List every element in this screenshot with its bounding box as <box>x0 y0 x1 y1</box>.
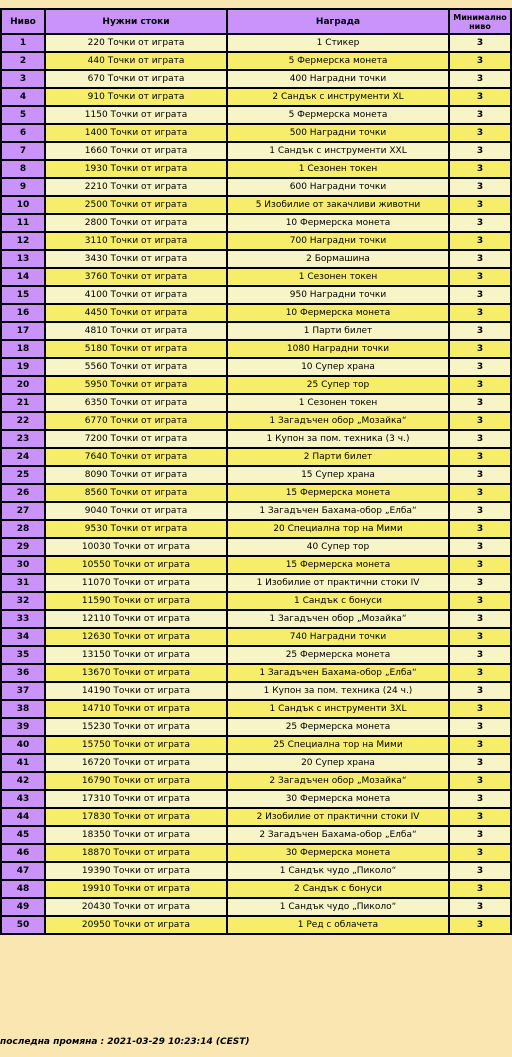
reward-cell: 1 Купон за пом. техника (3 ч.) <box>227 430 449 448</box>
table-row <box>1 628 511 646</box>
level-cell: 26 <box>1 484 45 502</box>
goods-cell: 16790 Точки от играта <box>45 772 227 790</box>
level-cell: 33 <box>1 610 45 628</box>
table-row <box>1 286 511 304</box>
reward-cell: 2 Загадъчен обор „Мозайка“ <box>227 772 449 790</box>
table-row <box>1 340 511 358</box>
reward-cell: 10 Фермерска монета <box>227 214 449 232</box>
goods-cell: 2210 Точки от играта <box>45 178 227 196</box>
min-level-cell: 3 <box>449 178 511 196</box>
table-row <box>1 430 511 448</box>
reward-cell: 740 Наградни точки <box>227 628 449 646</box>
reward-cell: 2 Изобилие от практични стоки IV <box>227 808 449 826</box>
reward-cell: 1 Сезонен токен <box>227 160 449 178</box>
table-row <box>1 466 511 484</box>
min-level-cell: 3 <box>449 448 511 466</box>
min-level-cell: 3 <box>449 610 511 628</box>
table-row <box>1 664 511 682</box>
min-level-cell: 3 <box>449 286 511 304</box>
level-cell: 23 <box>1 430 45 448</box>
goods-cell: 13670 Точки от играта <box>45 664 227 682</box>
level-cell: 14 <box>1 268 45 286</box>
reward-cell: 40 Супер тор <box>227 538 449 556</box>
level-cell: 19 <box>1 358 45 376</box>
reward-cell: 20 Специална тор на Мими <box>227 520 449 538</box>
min-level-cell: 3 <box>449 736 511 754</box>
reward-cell: 1 Сезонен токен <box>227 268 449 286</box>
reward-cell: 600 Наградни точки <box>227 178 449 196</box>
level-cell: 41 <box>1 754 45 772</box>
table-row <box>1 790 511 808</box>
goods-cell: 12110 Точки от играта <box>45 610 227 628</box>
level-cell: 32 <box>1 592 45 610</box>
goods-cell: 15230 Точки от играта <box>45 718 227 736</box>
header-min-level: Минимално ниво <box>449 9 511 34</box>
reward-cell: 2 Бормашина <box>227 250 449 268</box>
last-modified-footer: последна промяна : 2021-03-29 10:23:14 (CEST) <box>0 1037 250 1047</box>
level-cell: 5 <box>1 106 45 124</box>
min-level-cell: 3 <box>449 502 511 520</box>
goods-cell: 7640 Точки от играта <box>45 448 227 466</box>
min-level-cell: 3 <box>449 808 511 826</box>
level-cell: 3 <box>1 70 45 88</box>
level-cell: 45 <box>1 826 45 844</box>
min-level-cell: 3 <box>449 232 511 250</box>
table-row <box>1 376 511 394</box>
goods-cell: 16720 Точки от играта <box>45 754 227 772</box>
level-cell: 30 <box>1 556 45 574</box>
level-cell: 50 <box>1 916 45 934</box>
table-row <box>1 304 511 322</box>
goods-cell: 12630 Точки от играта <box>45 628 227 646</box>
table-row <box>1 178 511 196</box>
goods-cell: 5560 Точки от играта <box>45 358 227 376</box>
level-cell: 46 <box>1 844 45 862</box>
level-cell: 4 <box>1 88 45 106</box>
reward-cell: 1 Загадъчен Бахама-обор „Елба“ <box>227 664 449 682</box>
goods-cell: 440 Точки от играта <box>45 52 227 70</box>
goods-cell: 4450 Точки от играта <box>45 304 227 322</box>
min-level-cell: 3 <box>449 916 511 934</box>
min-level-cell: 3 <box>449 862 511 880</box>
level-cell: 8 <box>1 160 45 178</box>
reward-cell: 1 Стикер <box>227 34 449 52</box>
table-row <box>1 160 511 178</box>
goods-cell: 3430 Точки от играта <box>45 250 227 268</box>
min-level-cell: 3 <box>449 250 511 268</box>
reward-cell: 1 Сандък чудо „Пиколо“ <box>227 862 449 880</box>
header-level: Ниво <box>1 9 45 34</box>
min-level-cell: 3 <box>449 538 511 556</box>
reward-cell: 2 Сандък с инструменти XL <box>227 88 449 106</box>
min-level-cell: 3 <box>449 880 511 898</box>
level-cell: 43 <box>1 790 45 808</box>
min-level-cell: 3 <box>449 376 511 394</box>
level-cell: 7 <box>1 142 45 160</box>
table-row <box>1 124 511 142</box>
table-row <box>1 358 511 376</box>
min-level-cell: 3 <box>449 628 511 646</box>
rewards-table <box>0 8 512 935</box>
level-cell: 1 <box>1 34 45 52</box>
min-level-cell: 3 <box>449 574 511 592</box>
level-cell: 15 <box>1 286 45 304</box>
goods-cell: 11590 Точки от играта <box>45 592 227 610</box>
table-row <box>1 142 511 160</box>
reward-cell: 1 Сандък с инструменти 3XL <box>227 700 449 718</box>
level-cell: 21 <box>1 394 45 412</box>
level-cell: 13 <box>1 250 45 268</box>
level-cell: 6 <box>1 124 45 142</box>
table-row <box>1 70 511 88</box>
table-row <box>1 610 511 628</box>
table-row <box>1 718 511 736</box>
table-row <box>1 538 511 556</box>
reward-cell: 20 Супер храна <box>227 754 449 772</box>
level-cell: 25 <box>1 466 45 484</box>
min-level-cell: 3 <box>449 520 511 538</box>
table-row <box>1 880 511 898</box>
level-cell: 38 <box>1 700 45 718</box>
goods-cell: 17830 Точки от играта <box>45 808 227 826</box>
reward-cell: 25 Фермерска монета <box>227 718 449 736</box>
table-row <box>1 214 511 232</box>
min-level-cell: 3 <box>449 682 511 700</box>
table-row <box>1 394 511 412</box>
goods-cell: 8090 Точки от играта <box>45 466 227 484</box>
goods-cell: 1400 Точки от играта <box>45 124 227 142</box>
level-cell: 17 <box>1 322 45 340</box>
rewards-table-container <box>0 8 510 935</box>
table-row <box>1 682 511 700</box>
reward-cell: 5 Фермерска монета <box>227 106 449 124</box>
table-row <box>1 232 511 250</box>
table-row <box>1 268 511 286</box>
min-level-cell: 3 <box>449 196 511 214</box>
level-cell: 39 <box>1 718 45 736</box>
level-cell: 44 <box>1 808 45 826</box>
level-cell: 10 <box>1 196 45 214</box>
min-level-cell: 3 <box>449 160 511 178</box>
table-header-row <box>1 9 511 34</box>
table-row <box>1 736 511 754</box>
goods-cell: 2800 Точки от играта <box>45 214 227 232</box>
level-cell: 29 <box>1 538 45 556</box>
reward-cell: 2 Сандък с бонуси <box>227 880 449 898</box>
reward-cell: 1 Изобилие от практични стоки IV <box>227 574 449 592</box>
goods-cell: 3760 Точки от играта <box>45 268 227 286</box>
level-cell: 48 <box>1 880 45 898</box>
table-row <box>1 574 511 592</box>
level-cell: 24 <box>1 448 45 466</box>
reward-cell: 1080 Наградни точки <box>227 340 449 358</box>
table-body <box>1 34 511 934</box>
goods-cell: 18350 Точки от играта <box>45 826 227 844</box>
min-level-cell: 3 <box>449 556 511 574</box>
level-cell: 12 <box>1 232 45 250</box>
level-cell: 35 <box>1 646 45 664</box>
min-level-cell: 3 <box>449 322 511 340</box>
goods-cell: 19910 Точки от играта <box>45 880 227 898</box>
level-cell: 40 <box>1 736 45 754</box>
goods-cell: 220 Точки от играта <box>45 34 227 52</box>
reward-cell: 25 Фермерска монета <box>227 646 449 664</box>
reward-cell: 15 Супер храна <box>227 466 449 484</box>
min-level-cell: 3 <box>449 646 511 664</box>
reward-cell: 25 Специална тор на Мими <box>227 736 449 754</box>
reward-cell: 1 Сандък с бонуси <box>227 592 449 610</box>
min-level-cell: 3 <box>449 268 511 286</box>
min-level-cell: 3 <box>449 142 511 160</box>
goods-cell: 15750 Точки от играта <box>45 736 227 754</box>
min-level-cell: 3 <box>449 664 511 682</box>
goods-cell: 2500 Точки от играта <box>45 196 227 214</box>
reward-cell: 2 Загадъчен Бахама-обор „Елба“ <box>227 826 449 844</box>
reward-cell: 15 Фермерска монета <box>227 484 449 502</box>
table-row <box>1 88 511 106</box>
table-row <box>1 502 511 520</box>
table-row <box>1 520 511 538</box>
min-level-cell: 3 <box>449 718 511 736</box>
level-cell: 2 <box>1 52 45 70</box>
goods-cell: 19390 Точки от играта <box>45 862 227 880</box>
min-level-cell: 3 <box>449 214 511 232</box>
level-cell: 34 <box>1 628 45 646</box>
goods-cell: 1930 Точки от играта <box>45 160 227 178</box>
level-cell: 20 <box>1 376 45 394</box>
goods-cell: 7200 Точки от играта <box>45 430 227 448</box>
reward-cell: 700 Наградни точки <box>227 232 449 250</box>
header-reward: Награда <box>227 9 449 34</box>
table-row <box>1 808 511 826</box>
reward-cell: 25 Супер тор <box>227 376 449 394</box>
reward-cell: 950 Наградни точки <box>227 286 449 304</box>
reward-cell: 1 Сезонен токен <box>227 394 449 412</box>
table-row <box>1 106 511 124</box>
reward-cell: 1 Парти билет <box>227 322 449 340</box>
min-level-cell: 3 <box>449 790 511 808</box>
min-level-cell: 3 <box>449 754 511 772</box>
goods-cell: 3110 Точки от играта <box>45 232 227 250</box>
level-cell: 31 <box>1 574 45 592</box>
reward-cell: 5 Изобилие от закачливи животни <box>227 196 449 214</box>
goods-cell: 20950 Точки от играта <box>45 916 227 934</box>
table-row <box>1 412 511 430</box>
table-row <box>1 898 511 916</box>
goods-cell: 6770 Точки от играта <box>45 412 227 430</box>
goods-cell: 6350 Точки от играта <box>45 394 227 412</box>
level-cell: 11 <box>1 214 45 232</box>
min-level-cell: 3 <box>449 592 511 610</box>
level-cell: 47 <box>1 862 45 880</box>
table-row <box>1 556 511 574</box>
reward-cell: 30 Фермерска монета <box>227 790 449 808</box>
goods-cell: 4810 Точки от играта <box>45 322 227 340</box>
table-row <box>1 862 511 880</box>
min-level-cell: 3 <box>449 88 511 106</box>
level-cell: 22 <box>1 412 45 430</box>
reward-cell: 1 Загадъчен обор „Мозайка“ <box>227 412 449 430</box>
goods-cell: 910 Точки от играта <box>45 88 227 106</box>
min-level-cell: 3 <box>449 52 511 70</box>
table-row <box>1 196 511 214</box>
reward-cell: 400 Наградни точки <box>227 70 449 88</box>
reward-cell: 10 Фермерска монета <box>227 304 449 322</box>
min-level-cell: 3 <box>449 34 511 52</box>
min-level-cell: 3 <box>449 826 511 844</box>
goods-cell: 10030 Точки от играта <box>45 538 227 556</box>
min-level-cell: 3 <box>449 358 511 376</box>
goods-cell: 670 Точки от играта <box>45 70 227 88</box>
table-row <box>1 52 511 70</box>
min-level-cell: 3 <box>449 124 511 142</box>
reward-cell: 1 Ред с облачета <box>227 916 449 934</box>
reward-cell: 15 Фермерска монета <box>227 556 449 574</box>
reward-cell: 1 Загадъчен обор „Мозайка“ <box>227 610 449 628</box>
goods-cell: 17310 Точки от играта <box>45 790 227 808</box>
level-cell: 49 <box>1 898 45 916</box>
goods-cell: 1660 Точки от играта <box>45 142 227 160</box>
min-level-cell: 3 <box>449 304 511 322</box>
table-row <box>1 34 511 52</box>
table-row <box>1 484 511 502</box>
table-row <box>1 646 511 664</box>
table-row <box>1 322 511 340</box>
min-level-cell: 3 <box>449 430 511 448</box>
reward-cell: 1 Сандък чудо „Пиколо“ <box>227 898 449 916</box>
level-cell: 28 <box>1 520 45 538</box>
reward-cell: 10 Супер храна <box>227 358 449 376</box>
table-row <box>1 916 511 934</box>
reward-cell: 30 Фермерска монета <box>227 844 449 862</box>
goods-cell: 1150 Точки от играта <box>45 106 227 124</box>
table-row <box>1 592 511 610</box>
goods-cell: 14710 Точки от играта <box>45 700 227 718</box>
goods-cell: 10550 Точки от играта <box>45 556 227 574</box>
reward-cell: 1 Сандък с инструменти XXL <box>227 142 449 160</box>
goods-cell: 14190 Точки от играта <box>45 682 227 700</box>
reward-cell: 5 Фермерска монета <box>227 52 449 70</box>
level-cell: 36 <box>1 664 45 682</box>
table-row <box>1 448 511 466</box>
reward-cell: 2 Парти билет <box>227 448 449 466</box>
reward-cell: 1 Купон за пом. техника (24 ч.) <box>227 682 449 700</box>
goods-cell: 18870 Точки от играта <box>45 844 227 862</box>
reward-cell: 500 Наградни точки <box>227 124 449 142</box>
header-goods: Нужни стоки <box>45 9 227 34</box>
min-level-cell: 3 <box>449 394 511 412</box>
table-row <box>1 826 511 844</box>
table-row <box>1 772 511 790</box>
goods-cell: 9040 Точки от играта <box>45 502 227 520</box>
goods-cell: 5180 Точки от играта <box>45 340 227 358</box>
min-level-cell: 3 <box>449 70 511 88</box>
level-cell: 42 <box>1 772 45 790</box>
min-level-cell: 3 <box>449 106 511 124</box>
level-cell: 18 <box>1 340 45 358</box>
min-level-cell: 3 <box>449 340 511 358</box>
min-level-cell: 3 <box>449 898 511 916</box>
min-level-cell: 3 <box>449 700 511 718</box>
min-level-cell: 3 <box>449 412 511 430</box>
table-row <box>1 754 511 772</box>
table-row <box>1 844 511 862</box>
goods-cell: 5950 Точки от играта <box>45 376 227 394</box>
min-level-cell: 3 <box>449 484 511 502</box>
goods-cell: 11070 Точки от играта <box>45 574 227 592</box>
level-cell: 16 <box>1 304 45 322</box>
level-cell: 37 <box>1 682 45 700</box>
goods-cell: 13150 Точки от играта <box>45 646 227 664</box>
table-row <box>1 250 511 268</box>
goods-cell: 8560 Точки от играта <box>45 484 227 502</box>
table-row <box>1 700 511 718</box>
goods-cell: 20430 Точки от играта <box>45 898 227 916</box>
reward-cell: 1 Загадъчен Бахама-обор „Елба“ <box>227 502 449 520</box>
level-cell: 27 <box>1 502 45 520</box>
min-level-cell: 3 <box>449 772 511 790</box>
goods-cell: 4100 Точки от играта <box>45 286 227 304</box>
level-cell: 9 <box>1 178 45 196</box>
min-level-cell: 3 <box>449 466 511 484</box>
min-level-cell: 3 <box>449 844 511 862</box>
goods-cell: 9530 Точки от играта <box>45 520 227 538</box>
